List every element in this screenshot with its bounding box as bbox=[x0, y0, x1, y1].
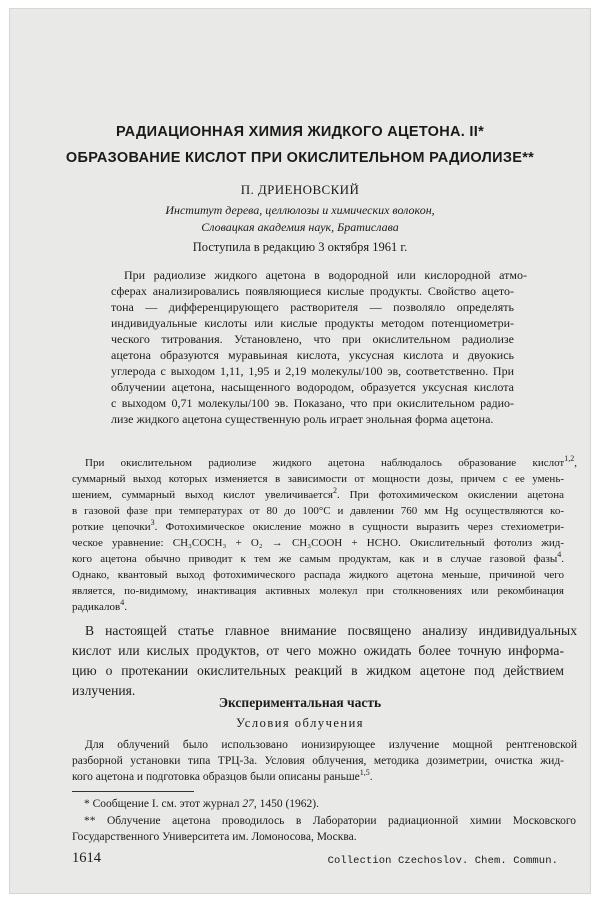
footnote-rule bbox=[72, 791, 194, 792]
received-date: Поступила в редакцию 3 октября 1961 г. bbox=[192, 240, 408, 254]
abstract-line: лизе жидкого ацетона существенную роль играет энольная форма ацетона. bbox=[111, 412, 494, 426]
institution-line-1: Институт дерева, целлюлозы и химических волокон, bbox=[165, 203, 435, 217]
body-line: излучения. bbox=[72, 683, 136, 698]
footnote-2: ** Облучение ацетона проводилось в Лаборатории радиационной химии Московского bbox=[84, 815, 576, 827]
article-title-line-2: ОБРАЗОВАНИЕ КИСЛОТ ПРИ ОКИСЛИТЕЛЬНОМ РАДИОЛИЗЕ** bbox=[65, 150, 535, 166]
institution-line-2: Словацкая академия наук, Братислава bbox=[201, 220, 399, 234]
page-number: 1614 bbox=[72, 850, 101, 866]
body-line: В настоящей статье главное внимание посвящено анализу индивидуальных bbox=[85, 623, 577, 638]
body-line: роткие цепочки$^3$. Фотохимическое окисление можно в сущности выразить через стехиометри- bbox=[72, 518, 564, 533]
body-line: кислот или кислых продуктов, от чего можно ожидать более точную информа- bbox=[72, 643, 564, 658]
body-line: шением, суммарный выход кислот увеличивается$^2$. При фотохимическом окислении ацетона bbox=[72, 486, 564, 501]
abstract-line: сферах анализировались появляющиеся кислые продукты. Свойство ацето- bbox=[111, 284, 514, 298]
footnote-1: * Сообщение I. см. этот журнал 27, 1450 (1962). bbox=[84, 798, 320, 810]
abstract-line: с выходом 0,71 молекулы/100 эв. Показано, что при окислительном радио- bbox=[111, 396, 514, 410]
body-line: кого ацетона и подготовка образцов были описаны раньше$^{1,5}$. bbox=[72, 768, 373, 783]
footnote-2-continued: Государственного Университета им. Ломоносова, Москва. bbox=[72, 831, 357, 843]
body-line: Для облучений было использовано ионизирующее излучение мощной рентгеновской bbox=[85, 739, 577, 751]
body-line: суммарный выход которых изменяется в зависимости от мощности дозы, причем с ее умень- bbox=[72, 473, 564, 485]
body-line: разборной установки типа ТРЦ-3а. Условия облучения, методика дозиметрии, очистка жид- bbox=[72, 755, 564, 767]
body-line: Однако, квантовый выход фотохимического распада жидкого ацетона меньше, причиной чего bbox=[72, 569, 564, 581]
abstract-line: ческого титрования. Установлено, что при окислительном радиолизе bbox=[111, 332, 514, 346]
body-line-equation: ческое уравнение: CH₃COCH₃ + O₂ → CH₃COOH + HCHO. Окислительный фотолиз жид- bbox=[72, 537, 564, 549]
article-title-line-1: РАДИАЦИОННАЯ ХИМИЯ ЖИДКОГО АЦЕТОНА. II* bbox=[115, 124, 485, 140]
abstract-line: облучении ацетона, насыщенного водородом, образуется уксусная кислота bbox=[111, 380, 514, 394]
body-line: кого ацетона обычно приводит к тем же самым продуктам, как и в случае газовой фазы$^4$. bbox=[72, 550, 564, 565]
abstract-line: тона — дифференцирующего растворителя — позволяло определять bbox=[111, 300, 514, 314]
author-name: П. ДРИЕНОВСКИЙ bbox=[240, 182, 360, 197]
abstract-line: ацетона образуются муравьиная кислота, уксусная кислота и двуокись bbox=[111, 348, 514, 362]
body-line: цию о протекании окислительных реакций в жидком ацетоне под действием bbox=[72, 663, 564, 678]
section-heading: Экспериментальная часть bbox=[218, 695, 382, 710]
abstract-line: индивидуальные кислоты или кислые продукты методом потенциометри- bbox=[111, 316, 514, 330]
body-line: При окислительном радиолизе жидкого ацетона наблюдалось образование кислот$^{1,2}$, bbox=[85, 454, 577, 469]
abstract-line: При радиолизе жидкого ацетона в водородной или кислородной атмо- bbox=[124, 268, 527, 282]
body-line: в газовой фазе при температурах от 80 до 100°C и давлении 760 мм Hg осуществляются ко- bbox=[72, 505, 564, 517]
journal-citation: Collection Czechoslov. Chem. Commun. bbox=[327, 855, 558, 867]
abstract-line: углерода с выходом 1,11, 1,95 и 2,19 молекулы/100 эв, соответственно. При bbox=[111, 364, 514, 378]
body-line: радикалов$^4$. bbox=[72, 598, 127, 613]
body-line: является, по-видимому, инактивация активных молекул при столкновениях или рекомбинация bbox=[72, 585, 564, 597]
subsection-heading: Условия облучения bbox=[235, 716, 365, 730]
